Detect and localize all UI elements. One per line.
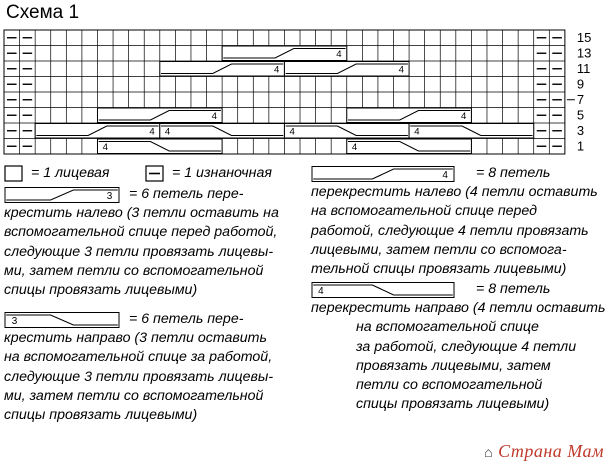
- legend-cable6-left-line2: крестить налево (3 петли оставить на: [4, 205, 279, 222]
- legend-cable6-left-line5: ми, затем петли со вспомогательной: [4, 262, 264, 279]
- legend-cable8-right: [311, 280, 606, 414]
- cable-count-label: 4: [273, 64, 280, 76]
- cable-symbol: [160, 124, 285, 139]
- cable-symbol: [284, 62, 409, 77]
- site-watermark: [484, 441, 604, 462]
- cable-symbol: [222, 46, 347, 61]
- cable-count-label: 3: [106, 191, 113, 202]
- row-number-label: 15: [576, 30, 592, 45]
- legend-cable8-left-line1: = 8 петель: [476, 165, 551, 181]
- row-numbers: [567, 30, 591, 154]
- cable-count-label: 4: [336, 49, 342, 60]
- legend-cable8-left-line2: перекрестить налево (4 петли оставить: [311, 184, 598, 201]
- legend-cable8-left: [311, 164, 606, 279]
- legend-cable6-right-line4: следующие 3 петли провязать лицевы-: [4, 368, 274, 385]
- row-number-label: 7: [576, 92, 585, 107]
- cable-symbol: [97, 108, 222, 123]
- cable-symbol: [35, 124, 160, 139]
- legend-purl-label: = 1 изнаночная: [172, 165, 272, 181]
- row-number-label: 5: [576, 107, 585, 123]
- cable-count-label: 4: [318, 286, 324, 297]
- cable-count-label: 4: [211, 111, 218, 122]
- legend-cable6-right: [4, 310, 304, 425]
- legend-cable6-right-line6: спицы провязать лицевыми): [4, 407, 198, 424]
- knit-symbol-icon: [4, 165, 24, 182]
- legend-cable8-right-line5: провязать лицевыми, затем: [356, 357, 551, 374]
- cable-symbol: [347, 108, 472, 123]
- cable-count-label: 4: [351, 142, 358, 153]
- cable-count-label: 4: [102, 142, 108, 153]
- knitting-chart: [0, 0, 610, 160]
- legend-cable8-left-line4: работой, следующие 4 петли провязать: [311, 222, 589, 239]
- legend-cable8-right-line1: = 8 петель: [476, 281, 551, 297]
- legend-cable8-right-line7: спицы провязать лицевыми): [356, 396, 550, 413]
- cable-symbol: [284, 124, 409, 139]
- legend-knit-label: = 1 лицевая: [31, 165, 110, 181]
- cable-count-label: 4: [164, 126, 171, 138]
- row-number-label: 9: [576, 76, 585, 92]
- cable-count-label: 4: [398, 64, 404, 76]
- legend-cable8-right-line3: на вспомогательной спице: [356, 319, 539, 336]
- legend-cable6-left-line1: = 6 петель пере-: [129, 186, 244, 202]
- cable-count-label: 4: [149, 126, 155, 138]
- legend-cable8-left-line3: на вспомогательной спице перед: [311, 203, 537, 220]
- purl-symbol-icon: [145, 165, 165, 182]
- cable-count-label: 3: [11, 316, 18, 327]
- legend-cable6-right-line3: на вспомогательной спице за работой,: [4, 349, 273, 366]
- row-number-label: 3: [576, 123, 585, 138]
- cable-count-label: 4: [414, 126, 420, 138]
- legend-cable8-left-line6: тельной спицы провязать лицевыми): [311, 261, 567, 278]
- legend-cable6-left-line4: следующие 3 петли провязать лицевы-: [4, 243, 274, 260]
- legend-cable8-left-line5: лицевыми, затем петли со вспомога-: [311, 241, 567, 258]
- cable-symbol: [160, 62, 285, 77]
- cable-symbol: [97, 139, 222, 154]
- row-number-label: 11: [576, 61, 591, 76]
- cable-count-label: 4: [460, 111, 467, 122]
- row-number-label: 1: [576, 138, 585, 154]
- house-logo-icon: ⌂: [484, 446, 494, 461]
- legend-cable6-right-line5: ми, затем петли со вспомогательной: [4, 387, 264, 404]
- row-number-label: 13: [576, 45, 592, 61]
- legend-cable8-right-line4: за работой, следующие 4 петли: [356, 338, 577, 355]
- legend-cable8-right-line2: перекрестить направо (4 петли оставить: [311, 300, 606, 317]
- legend-cable6-left: [4, 185, 304, 300]
- cable-count-label: 4: [442, 170, 448, 181]
- legend-cable6-left-line3: вспомогательной спице перед работой,: [4, 224, 278, 241]
- cable-symbol: [347, 139, 472, 154]
- legend-cable8-right-line6: петли со вспомогательной: [356, 377, 543, 394]
- chart-title: Схема 1: [6, 2, 80, 23]
- legend-cable6-right-line2: крестить направо (3 петли оставить: [4, 330, 267, 347]
- watermark-text: Страна Мам: [498, 441, 604, 461]
- cable-symbol: [409, 124, 534, 139]
- cable-count-label: 4: [289, 126, 295, 138]
- legend-cable6-left-line6: спицы провязать лицевыми): [4, 282, 198, 299]
- legend-cable6-right-line1: = 6 петель пере-: [129, 311, 244, 327]
